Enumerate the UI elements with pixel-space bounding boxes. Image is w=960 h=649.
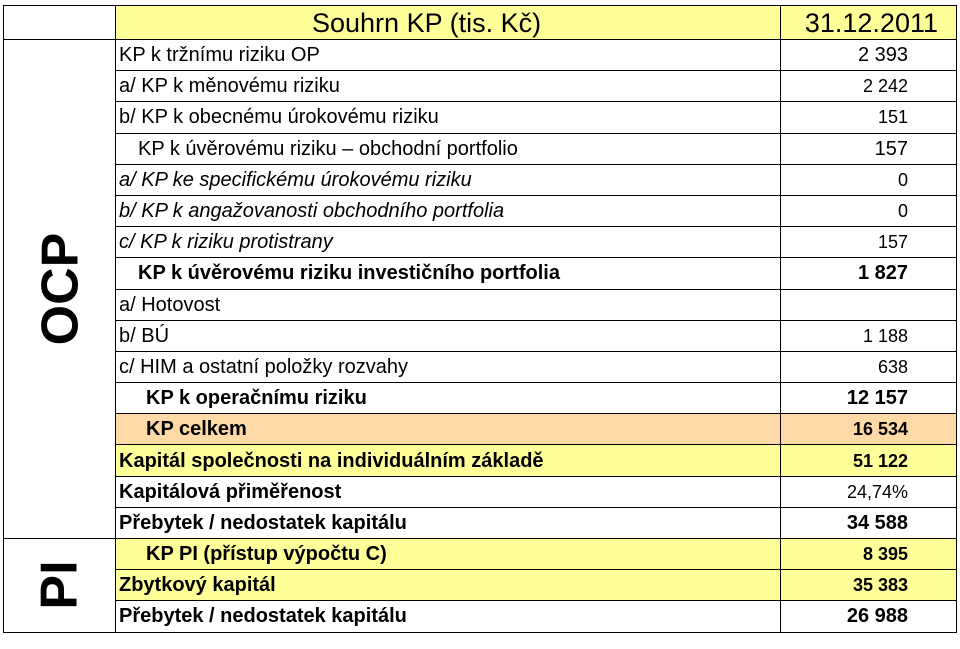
row-label: KP k operačnímu riziku (116, 383, 781, 414)
row-value: 0 (781, 195, 957, 226)
row-value: 2 393 (781, 40, 957, 71)
table-row (4, 320, 957, 351)
row-value: 34 588 (781, 507, 957, 538)
row-value: 12 157 (781, 383, 957, 414)
table-row (4, 40, 957, 71)
row-label: a/ KP k měnovému riziku (116, 71, 781, 102)
table-row (4, 570, 957, 601)
row-value: 157 (781, 133, 957, 164)
table-row (4, 227, 957, 258)
row-value: 157 (781, 227, 957, 258)
row-label: b/ KP k obecnému úrokovému riziku (116, 102, 781, 133)
table-row (4, 383, 957, 414)
report-date: 31.12.2011 (781, 6, 957, 40)
table-row (4, 133, 957, 164)
table-row (4, 195, 957, 226)
header-row (4, 6, 957, 40)
table-row (4, 102, 957, 133)
row-label: b/ BÚ (116, 320, 781, 351)
row-value: 24,74% (781, 476, 957, 507)
table-row (4, 507, 957, 538)
row-value: 638 (781, 351, 957, 382)
row-value: 1 188 (781, 320, 957, 351)
table-row (4, 289, 957, 320)
row-value: 26 988 (781, 601, 957, 632)
row-label: b/ KP k angažovanosti obchodního portfolia (116, 195, 781, 226)
table-row (4, 164, 957, 195)
row-label: Kapitál společnosti na individuálním základě (116, 445, 781, 476)
row-label: c/ KP k riziku protistrany (116, 227, 781, 258)
row-label: KP k tržnímu riziku OP (116, 40, 781, 71)
table-row-capital (4, 445, 957, 476)
row-label: Přebytek / nedostatek kapitálu (116, 601, 781, 632)
section-pi-label: PI (30, 560, 89, 610)
row-label: a/ KP ke specifickému úrokovému riziku (116, 164, 781, 195)
row-value: 2 242 (781, 71, 957, 102)
table-row (4, 258, 957, 289)
row-label: Kapitálová přiměřenost (116, 476, 781, 507)
row-label: KP celkem (116, 414, 781, 445)
row-label: KP PI (přístup výpočtu C) (116, 539, 781, 570)
header-corner (4, 6, 116, 40)
table-row (4, 539, 957, 570)
row-value: 1 827 (781, 258, 957, 289)
section-ocp (4, 40, 116, 539)
table-row (4, 476, 957, 507)
row-value: 35 383 (781, 570, 957, 601)
table-title: Souhrn KP (tis. Kč) (116, 6, 781, 40)
table-row (4, 351, 957, 382)
row-value (781, 289, 957, 320)
row-label: a/ Hotovost (116, 289, 781, 320)
row-label: Zbytkový kapitál (116, 570, 781, 601)
row-value: 151 (781, 102, 957, 133)
row-label: KP k úvěrovému riziku – obchodní portfolio (116, 133, 781, 164)
capital-summary-table (3, 5, 957, 633)
row-label: c/ HIM a ostatní položky rozvahy (116, 351, 781, 382)
row-label: KP k úvěrovému riziku investičního portfolia (116, 258, 781, 289)
row-value: 16 534 (781, 414, 957, 445)
table-row-total (4, 414, 957, 445)
row-value: 0 (781, 164, 957, 195)
row-value: 51 122 (781, 445, 957, 476)
row-value: 8 395 (781, 539, 957, 570)
row-label: Přebytek / nedostatek kapitálu (116, 507, 781, 538)
table-row (4, 601, 957, 632)
section-ocp-label: OCP (31, 232, 90, 345)
section-pi (4, 539, 116, 633)
table-row (4, 71, 957, 102)
